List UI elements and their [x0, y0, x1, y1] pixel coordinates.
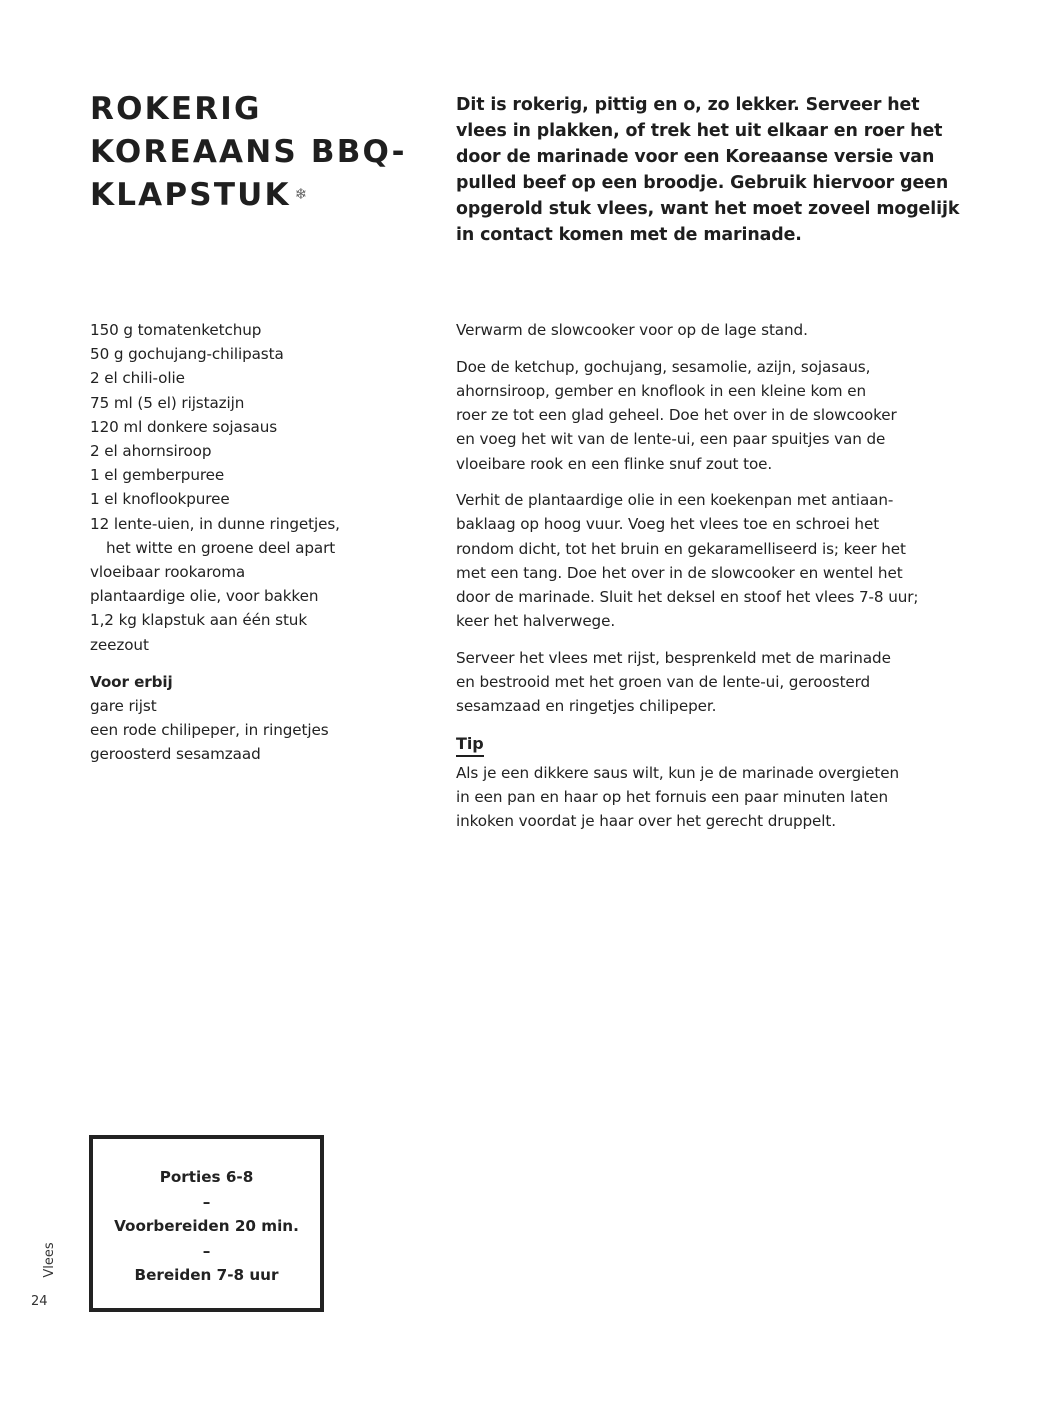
recipe-intro [456, 92, 976, 248]
step-line: Serveer het vlees met rijst, besprenkeld met de marinade [456, 648, 891, 667]
step-line: roer ze tot een glad geheel. Doe het over in de slowcooker [456, 406, 897, 425]
ingredient-item: 50 g gochujang-chilipasta [90, 345, 284, 364]
step-line: Doe de ketchup, gochujang, sesamolie, azijn, sojasaus, [456, 357, 871, 376]
info-separator: – [202, 1241, 211, 1260]
step-line: vloeibare rook en een flinke snuf zout toe. [456, 454, 773, 473]
snowflake-icon: ❄ [294, 185, 308, 203]
intro-line: opgerold stuk vlees, want het moet zoveel mogelijk [456, 199, 960, 219]
step-line: Verwarm de slowcooker voor op de lage stand. [456, 321, 808, 339]
tip-line: inkoken voordat je haar over het gerecht druppelt. [456, 812, 837, 831]
step-line: rondom dicht, tot het bruin en gekaramelliseerd is; keer het [456, 539, 906, 558]
page-number: 24 [31, 1294, 48, 1309]
method-steps [456, 318, 976, 834]
tip-heading: Tip [456, 733, 484, 757]
ingredient-item: 2 el chili-olie [90, 369, 185, 388]
intro-line: door de marinade voor een Koreaanse versie van [456, 147, 935, 167]
ingredient-item: 1 el knoflookpuree [90, 490, 230, 509]
ingredients-list [90, 318, 420, 767]
ingredient-item: 1,2 kg klapstuk aan één stuk [90, 611, 308, 630]
tip-section [456, 731, 976, 834]
intro-line: Dit is rokerig, pittig en o, zo lekker. Serveer het [456, 95, 920, 115]
recipe-title [90, 88, 440, 218]
prep-time: Voorbereiden 20 min. [114, 1217, 299, 1235]
intro-line: in contact komen met de marinade. [456, 225, 802, 245]
ingredient-item: vloeibaar rookaroma [90, 563, 246, 582]
title-line-text: KLAPSTUK [90, 177, 291, 213]
tip-line: Als je een dikkere saus wilt, kun je de marinade overgieten [456, 764, 900, 783]
title-line: ROKERIG [90, 91, 262, 127]
step-line: sesamzaad en ringetjes chilipeper. [456, 697, 717, 716]
serving-item: gare rijst [90, 697, 157, 716]
step-line: baklaag op hoog vuur. Voeg het vlees toe en schroei het [456, 515, 880, 534]
ingredient-item: 75 ml (5 el) rijstazijn [90, 393, 245, 412]
step-line: keer het halverwege. [456, 612, 616, 631]
method-step [456, 488, 976, 633]
ingredient-item: 2 el ahornsiroop [90, 442, 212, 461]
intro-line: vlees in plakken, of trek het uit elkaar en roer het [456, 121, 943, 141]
step-line: en bestrooid met het groen van de lente-ui, geroosterd [456, 673, 871, 692]
method-step [456, 318, 976, 342]
title-line [90, 174, 440, 218]
ingredient-item-continuation: het witte en groene deel apart [106, 538, 336, 557]
step-line: met een tang. Doe het over in de slowcooker en wentel het [456, 563, 903, 582]
ingredient-item: 12 lente-uien, in dunne ringetjes, [90, 514, 340, 533]
serving-item: een rode chilipeper, in ringetjes [90, 721, 329, 740]
step-line: ahornsiroop, gember en knoflook in een kleine kom en [456, 381, 866, 400]
recipe-info-box [89, 1135, 324, 1312]
step-line: Verhit de plantaardige olie in een koekenpan met antiaan- [456, 491, 894, 510]
method-step [456, 646, 976, 719]
portions: Porties 6-8 [159, 1168, 254, 1186]
info-separator: – [202, 1192, 211, 1211]
ingredient-item: 120 ml donkere sojasaus [90, 417, 278, 436]
ingredient-item: plantaardige olie, voor bakken [90, 587, 319, 606]
ingredient-item: 1 el gemberpuree [90, 466, 225, 485]
section-label: Vlees [42, 1242, 57, 1278]
title-line: KOREAANS BBQ- [90, 134, 407, 170]
method-step [456, 355, 976, 476]
serving-item: geroosterd sesamzaad [90, 745, 261, 764]
tip-line: in een pan en haar op het fornuis een paar minuten laten [456, 788, 888, 807]
serving-heading: Voor erbij [90, 672, 173, 691]
step-line: en voeg het wit van de lente-ui, een paar spuitjes van de [456, 430, 886, 449]
ingredient-item: zeezout [90, 635, 149, 654]
ingredient-item: 150 g tomatenketchup [90, 321, 262, 339]
step-line: door de marinade. Sluit het deksel en stoof het vlees 7-8 uur; [456, 588, 919, 607]
intro-line: pulled beef op een broodje. Gebruik hiervoor geen [456, 173, 949, 193]
cook-time: Bereiden 7-8 uur [134, 1266, 279, 1284]
